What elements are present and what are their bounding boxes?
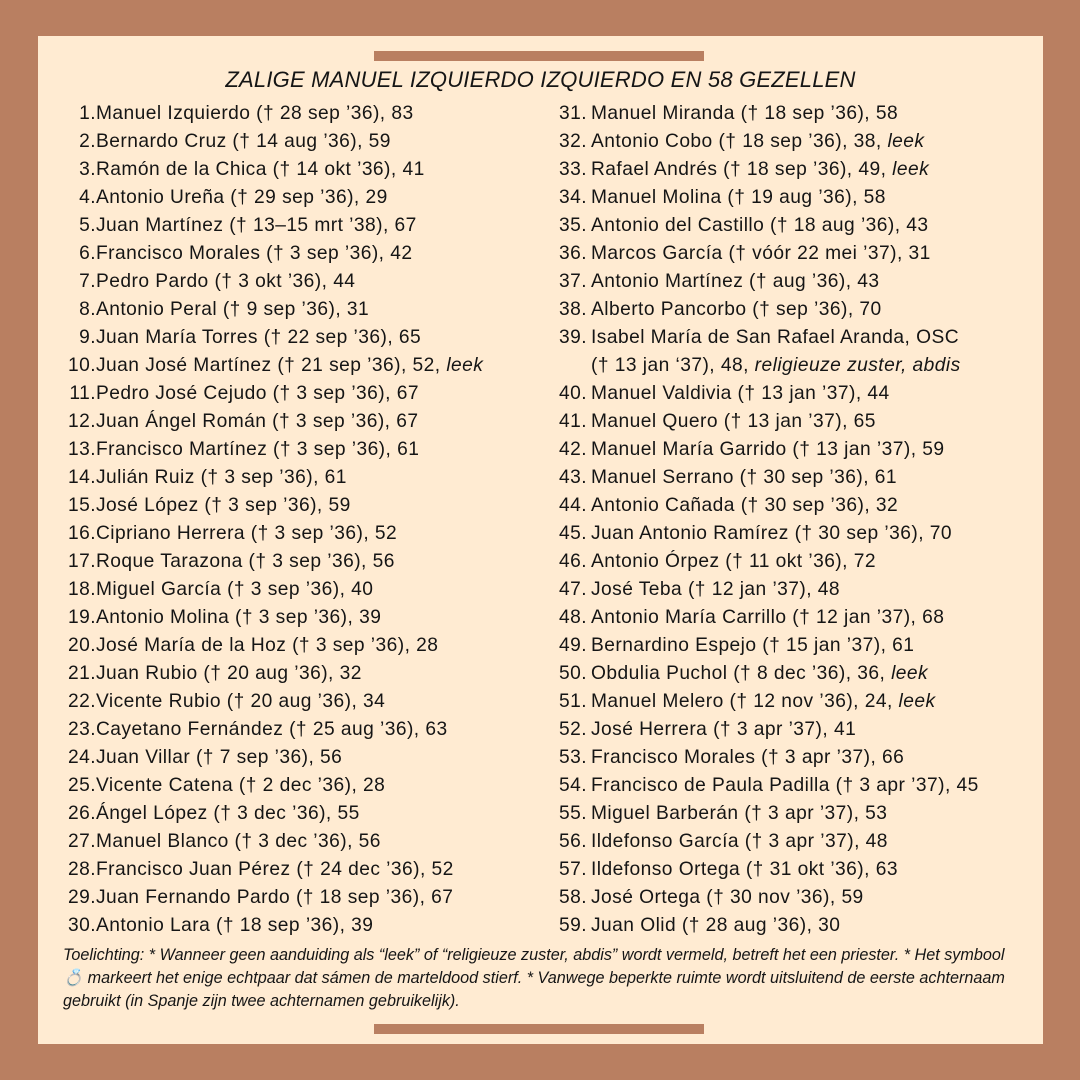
item-text xyxy=(96,352,483,380)
footnote: Toelichting: * Wanneer geen aanduiding als “leek” of “religieuze zuster, abdis” wordt vermeld, betreft het een priester. * Het symbool 💍 markeert het enige echtpaar dat sámen de marteldood stierf. * Vanwege beperkte ruimte wordt uitsluitend de eerste achternaam gebruikt (in Spanje zijn twee achternamen gebruikelijk). xyxy=(63,946,1005,1010)
item-number: 50. xyxy=(558,663,587,684)
list-item xyxy=(533,296,1043,324)
martyr-entry: Antonio del Castillo († 18 aug ’36), 43 xyxy=(591,215,929,236)
left-column xyxy=(38,100,538,940)
martyr-entry: Bernardino Espejo († 15 jan ’37), 61 xyxy=(591,635,915,656)
martyr-entry: Juan Olid († 28 aug ’36), 30 xyxy=(591,915,841,936)
item-text xyxy=(96,660,362,688)
role-note: leek xyxy=(892,159,930,180)
role-note: leek xyxy=(891,663,929,684)
list-item xyxy=(38,520,538,548)
item-text xyxy=(591,240,931,268)
item-number: 42. xyxy=(558,439,587,460)
list-item xyxy=(533,548,1043,576)
martyr-entry: Pedro José Cejudo († 3 sep ’36), 67 xyxy=(96,383,419,404)
list-item xyxy=(533,660,1043,688)
list-item xyxy=(533,240,1043,268)
item-number: 19. xyxy=(67,607,96,628)
item-text xyxy=(591,632,914,660)
list-item xyxy=(533,828,1043,856)
item-number: 40. xyxy=(558,383,587,404)
martyr-entry: Alberto Pancorbo († sep ’36), 70 xyxy=(591,299,882,320)
item-text xyxy=(591,100,898,128)
item-text xyxy=(591,380,890,408)
list-item xyxy=(38,296,538,324)
martyr-entry: Juan Rubio († 20 aug ’36), 32 xyxy=(96,663,362,684)
martyr-entry: Isabel María de San Rafael Aranda, OSC xyxy=(591,327,960,348)
list-item xyxy=(38,156,538,184)
martyr-entry: Bernardo Cruz († 14 aug ’36), 59 xyxy=(96,131,391,152)
item-number: 31. xyxy=(558,103,587,124)
item-text xyxy=(591,772,979,800)
list-item xyxy=(38,716,538,744)
martyr-entry: Cayetano Fernández († 25 aug ’36), 63 xyxy=(96,719,448,740)
item-text-continued xyxy=(591,352,961,380)
item-text xyxy=(591,744,904,772)
item-text xyxy=(591,576,840,604)
list-item xyxy=(38,688,538,716)
martyr-entry: Cipriano Herrera († 3 sep ’36), 52 xyxy=(96,523,398,544)
item-text xyxy=(96,184,388,212)
item-number: 37. xyxy=(558,271,587,292)
item-number: 33. xyxy=(558,159,587,180)
item-text xyxy=(591,464,897,492)
martyr-entry: José María de la Hoz († 3 sep ’36), 28 xyxy=(96,635,439,656)
item-number: 12. xyxy=(67,411,96,432)
item-text xyxy=(96,380,419,408)
item-number: 30. xyxy=(67,915,96,936)
item-number: 13. xyxy=(67,439,96,460)
item-number: 10. xyxy=(67,355,96,376)
item-text xyxy=(96,548,395,576)
item-text xyxy=(96,772,385,800)
martyr-entry: Pedro Pardo († 3 okt ’36), 44 xyxy=(96,271,356,292)
item-text xyxy=(96,912,373,940)
list-item xyxy=(533,268,1043,296)
list-item xyxy=(533,912,1043,940)
right-column xyxy=(533,100,1043,940)
martyr-entry: Antonio Lara († 18 sep ’36), 39 xyxy=(96,915,374,936)
item-number: 45. xyxy=(558,523,587,544)
list-item xyxy=(533,688,1043,716)
martyr-entry: Ildefonso Ortega († 31 okt ’36), 63 xyxy=(591,859,898,880)
item-number: 46. xyxy=(558,551,587,572)
item-text xyxy=(591,884,864,912)
list-item xyxy=(38,436,538,464)
list-item xyxy=(38,884,538,912)
item-text xyxy=(591,184,886,212)
item-number: 28. xyxy=(67,859,96,880)
list-item xyxy=(533,520,1043,548)
item-number: 55. xyxy=(558,803,587,824)
list-item xyxy=(38,604,538,632)
item-number: 29. xyxy=(67,887,96,908)
item-number: 59. xyxy=(558,915,587,936)
list-item xyxy=(533,884,1043,912)
item-number: 20. xyxy=(67,635,96,656)
list-item xyxy=(38,240,538,268)
martyr-entry: Antonio Peral († 9 sep ’36), 31 xyxy=(96,299,370,320)
item-number: 15. xyxy=(67,495,96,516)
item-text xyxy=(96,828,381,856)
list-item xyxy=(38,408,538,436)
martyr-entry: Juan Fernando Pardo († 18 sep ’36), 67 xyxy=(96,887,454,908)
item-text xyxy=(96,464,347,492)
martyr-entry: Francisco Morales († 3 apr ’37), 66 xyxy=(591,747,905,768)
item-number: 5. xyxy=(79,215,96,236)
item-text xyxy=(591,912,840,940)
page-title: ZALIGE MANUEL IZQUIERDO IZQUIERDO EN 58 GEZELLEN xyxy=(225,67,856,92)
item-number: 51. xyxy=(558,691,587,712)
martyr-entry: Manuel Blanco († 3 dec ’36), 56 xyxy=(96,831,381,852)
list-item xyxy=(533,492,1043,520)
item-number: 14. xyxy=(67,467,96,488)
item-text xyxy=(591,408,876,436)
item-number: 57. xyxy=(558,859,587,880)
martyr-entry: José López († 3 sep ’36), 59 xyxy=(96,495,351,516)
list-item xyxy=(38,268,538,296)
item-number: 16. xyxy=(67,523,96,544)
martyr-entry: Manuel Izquierdo († 28 sep ’36), 83 xyxy=(96,103,414,124)
item-text xyxy=(96,324,421,352)
item-number: 25. xyxy=(67,775,96,796)
list-item xyxy=(533,632,1043,660)
martyr-entry: Ángel López († 3 dec ’36), 55 xyxy=(96,803,360,824)
list-item xyxy=(38,184,538,212)
martyr-entry: Francisco Martínez († 3 sep ’36), 61 xyxy=(96,439,420,460)
item-text xyxy=(591,604,944,632)
list-item xyxy=(38,828,538,856)
item-text xyxy=(96,576,373,604)
list-item xyxy=(533,744,1043,772)
item-number: 44. xyxy=(558,495,587,516)
list-item xyxy=(533,100,1043,128)
item-number: 18. xyxy=(67,579,96,600)
item-number: 38. xyxy=(558,299,587,320)
item-number: 17. xyxy=(67,551,96,572)
card xyxy=(38,36,1043,1044)
list-item xyxy=(38,576,538,604)
list-item xyxy=(38,492,538,520)
martyr-entry: Julián Ruiz († 3 sep ’36), 61 xyxy=(96,467,347,488)
martyr-entry: Marcos García († vóór 22 mei ’37), 31 xyxy=(591,243,931,264)
item-number: 24. xyxy=(67,747,96,768)
list-item xyxy=(38,464,538,492)
list-item xyxy=(533,184,1043,212)
item-number: 26. xyxy=(67,803,96,824)
martyr-entry: Antonio María Carrillo († 12 jan ’37), 68 xyxy=(591,607,945,628)
list-item xyxy=(38,632,538,660)
item-text xyxy=(591,828,888,856)
martyr-entry: José Teba († 12 jan ’37), 48 xyxy=(591,579,841,600)
martyr-entry: Antonio Cañada († 30 sep ’36), 32 xyxy=(591,495,899,516)
item-text xyxy=(591,436,945,464)
item-number: 7. xyxy=(79,271,96,292)
martyr-entry: Roque Tarazona († 3 sep ’36), 56 xyxy=(96,551,395,572)
martyr-entry: Manuel María Garrido († 13 jan ’37), 59 xyxy=(591,439,945,460)
list-item xyxy=(38,660,538,688)
list-item xyxy=(38,912,538,940)
item-text xyxy=(96,856,454,884)
item-text xyxy=(96,128,391,156)
list-item xyxy=(533,604,1043,632)
martyr-entry-continued: († 13 jan ‘37), 48, xyxy=(591,355,755,376)
item-number: 1. xyxy=(79,103,96,124)
martyr-entry: Manuel Serrano († 30 sep ’36), 61 xyxy=(591,467,898,488)
item-text xyxy=(96,884,453,912)
list-item xyxy=(533,128,1043,156)
item-text xyxy=(591,660,928,688)
list-item xyxy=(38,856,538,884)
list-item xyxy=(533,380,1043,408)
role-note: religieuze zuster, abdis xyxy=(754,355,961,376)
item-text xyxy=(96,688,385,716)
item-number: 3. xyxy=(79,159,96,180)
list-item xyxy=(533,324,1043,380)
item-number: 27. xyxy=(67,831,96,852)
item-text xyxy=(591,688,936,716)
item-text xyxy=(96,604,381,632)
martyr-entry: José Ortega († 30 nov ’36), 59 xyxy=(591,887,864,908)
item-number: 4. xyxy=(79,187,96,208)
item-text xyxy=(96,156,425,184)
item-text xyxy=(96,800,360,828)
role-note: leek xyxy=(898,691,936,712)
item-number: 8. xyxy=(79,299,96,320)
martyr-entry: Vicente Rubio († 20 aug ’36), 34 xyxy=(96,691,386,712)
list-item xyxy=(533,576,1043,604)
list-item xyxy=(533,212,1043,240)
martyr-entry: Antonio Molina († 3 sep ’36), 39 xyxy=(96,607,382,628)
item-number: 36. xyxy=(558,243,587,264)
role-note: leek xyxy=(446,355,484,376)
martyr-entry: Rafael Andrés († 18 sep ’36), 49, xyxy=(591,159,893,180)
item-text xyxy=(591,296,882,324)
item-text xyxy=(96,632,438,660)
martyr-entry: Manuel Valdivia († 13 jan ’37), 44 xyxy=(591,383,890,404)
item-number: 53. xyxy=(558,747,587,768)
list-item xyxy=(533,716,1043,744)
list-item xyxy=(533,464,1043,492)
list-item xyxy=(38,380,538,408)
martyr-entry: Vicente Catena († 2 dec ’36), 28 xyxy=(96,775,386,796)
item-number: 6. xyxy=(79,243,96,264)
item-number: 43. xyxy=(558,467,587,488)
list-item xyxy=(38,800,538,828)
item-text xyxy=(591,548,876,576)
martyr-entry: Juan Villar († 7 sep ’36), 56 xyxy=(96,747,343,768)
item-number: 39. xyxy=(558,327,587,348)
item-number: 35. xyxy=(558,215,587,236)
item-number: 34. xyxy=(558,187,587,208)
martyr-entry: Antonio Ureña († 29 sep ’36), 29 xyxy=(96,187,388,208)
item-text xyxy=(96,100,414,128)
list-item xyxy=(533,436,1043,464)
martyr-entry: Antonio Cobo († 18 sep ’36), 38, xyxy=(591,131,888,152)
item-text xyxy=(96,240,412,268)
martyr-entry: Juan María Torres († 22 sep ’36), 65 xyxy=(96,327,422,348)
item-text xyxy=(591,212,929,240)
item-text xyxy=(96,212,417,240)
item-text xyxy=(96,296,369,324)
martyr-entry: Miguel García († 3 sep ’36), 40 xyxy=(96,579,374,600)
martyr-entry: Ramón de la Chica († 14 okt ’36), 41 xyxy=(96,159,425,180)
item-number: 21. xyxy=(67,663,96,684)
martyr-entry: José Herrera († 3 apr ’37), 41 xyxy=(591,719,857,740)
item-number: 54. xyxy=(558,775,587,796)
list-item xyxy=(533,856,1043,884)
martyr-entry: Juan Martínez († 13–15 mrt ’38), 67 xyxy=(96,215,417,236)
martyr-entry: Francisco Morales († 3 sep ’36), 42 xyxy=(96,243,413,264)
item-number: 9. xyxy=(79,327,96,348)
martyr-entry: Manuel Melero († 12 nov ’36), 24, xyxy=(591,691,899,712)
list-item xyxy=(533,772,1043,800)
item-text xyxy=(591,156,929,184)
list-item xyxy=(533,156,1043,184)
item-text xyxy=(96,408,419,436)
role-note: leek xyxy=(887,131,925,152)
list-item xyxy=(38,212,538,240)
martyr-entry: Francisco Juan Pérez († 24 dec ’36), 52 xyxy=(96,859,454,880)
martyr-entry: Manuel Molina († 19 aug ’36), 58 xyxy=(591,187,886,208)
martyr-entry: Juan Antonio Ramírez († 30 sep ’36), 70 xyxy=(591,523,952,544)
item-text xyxy=(96,744,342,772)
martyr-entry: Juan José Martínez († 21 sep ’36), 52, xyxy=(96,355,447,376)
list-item xyxy=(38,324,538,352)
martyr-entry: Ildefonso García († 3 apr ’37), 48 xyxy=(591,831,888,852)
martyr-entry: Manuel Miranda († 18 sep ’36), 58 xyxy=(591,103,899,124)
item-text xyxy=(591,856,898,884)
martyr-entry: Antonio Órpez († 11 okt ’36), 72 xyxy=(591,551,876,572)
list-item xyxy=(533,800,1043,828)
item-text xyxy=(591,716,856,744)
item-text xyxy=(591,128,924,156)
bottom-divider xyxy=(374,1024,704,1034)
list-item xyxy=(38,548,538,576)
item-text xyxy=(96,520,397,548)
item-text xyxy=(96,436,419,464)
item-text xyxy=(591,800,887,828)
item-number: 58. xyxy=(558,887,587,908)
martyr-entry: Antonio Martínez († aug ’36), 43 xyxy=(591,271,880,292)
item-number: 22. xyxy=(67,691,96,712)
list-item xyxy=(38,772,538,800)
item-text xyxy=(96,492,351,520)
item-number: 2. xyxy=(79,131,96,152)
item-number: 52. xyxy=(558,719,587,740)
martyr-entry: Obdulia Puchol († 8 dec ’36), 36, xyxy=(591,663,892,684)
item-number: 23. xyxy=(67,719,96,740)
list-item xyxy=(533,408,1043,436)
list-item xyxy=(38,100,538,128)
list-item xyxy=(38,352,538,380)
list-item xyxy=(38,128,538,156)
item-text xyxy=(591,268,880,296)
item-number: 41. xyxy=(558,411,587,432)
item-text xyxy=(591,492,898,520)
item-text xyxy=(591,324,959,352)
item-number: 11. xyxy=(69,383,96,404)
top-divider xyxy=(374,51,704,61)
item-number: 56. xyxy=(558,831,587,852)
martyr-entry: Miguel Barberán († 3 apr ’37), 53 xyxy=(591,803,888,824)
item-text xyxy=(96,268,355,296)
list-item xyxy=(38,744,538,772)
item-number: 47. xyxy=(558,579,587,600)
item-text xyxy=(96,716,448,744)
martyr-entry: Juan Ángel Román († 3 sep ’36), 67 xyxy=(96,411,419,432)
martyr-entry: Francisco de Paula Padilla († 3 apr ’37), 45 xyxy=(591,775,979,796)
item-text xyxy=(591,520,952,548)
martyr-entry: Manuel Quero († 13 jan ’37), 65 xyxy=(591,411,876,432)
item-number: 49. xyxy=(558,635,587,656)
item-number: 32. xyxy=(558,131,587,152)
item-number: 48. xyxy=(558,607,587,628)
